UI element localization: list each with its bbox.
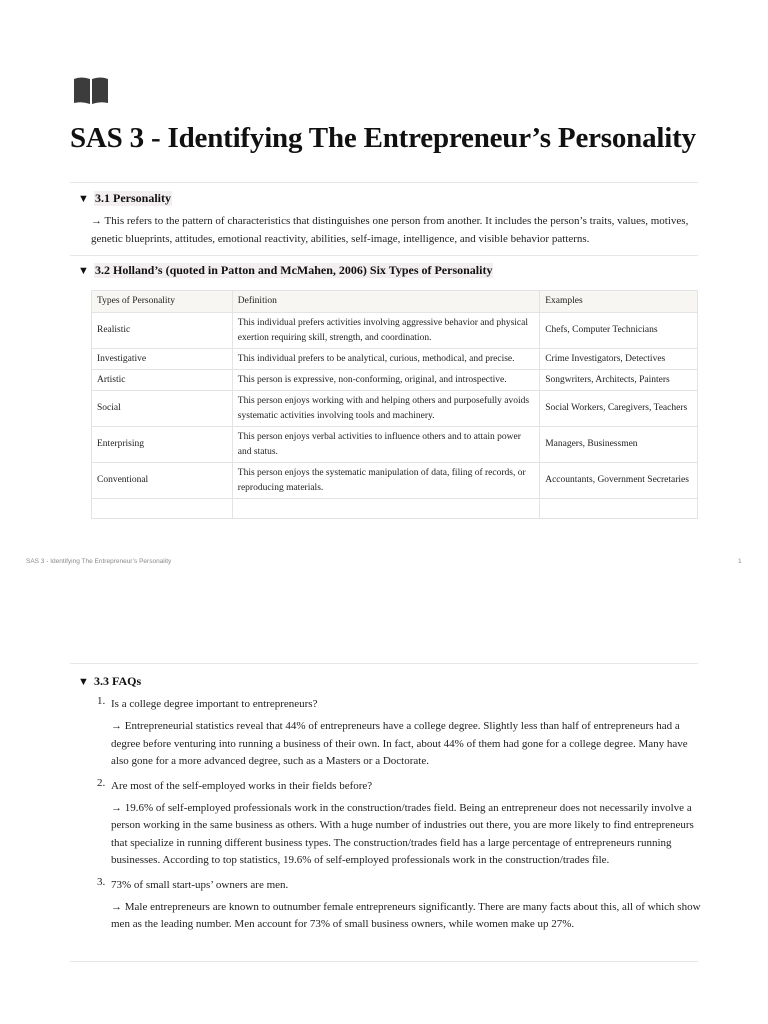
examples-cell: Managers, Businessmen — [540, 427, 698, 463]
examples-cell: Songwriters, Architects, Painters — [540, 370, 698, 391]
item-number: 3. — [97, 875, 106, 888]
divider — [70, 255, 698, 256]
examples-cell: Accountants, Government Secretaries — [540, 463, 698, 499]
faq-question: 73% of small start-ups’ owners are men. — [111, 878, 289, 891]
table-row — [92, 349, 698, 370]
item-number: 2. — [97, 776, 106, 789]
table-row — [92, 427, 698, 463]
table-row — [92, 463, 698, 499]
type-cell: Investigative — [92, 349, 233, 370]
toggle-triangle-icon[interactable]: ▼ — [78, 264, 89, 277]
faq-question: Are most of the self-employed works in their fields before? — [111, 779, 373, 792]
divider — [70, 663, 698, 664]
item-number: 1. — [97, 695, 106, 707]
toggle-triangle-icon[interactable]: ▼ — [78, 675, 89, 688]
type-cell — [92, 499, 233, 519]
type-cell: Artistic — [92, 370, 233, 391]
faq-answer: → 19.6% of self-employed professionals work in the construction/trades field. Being an entrepreneur does not necessarily involve a person working in the same business as others. With a huge number of industries out there, you are more likely to find entrepreneurs that specialize in running different business types. The construction/trades field has a large percentage of entrepreneurs running businesses. According to top statistics, 19.6% of self-employed professionals work in the construction/trades file. — [111, 801, 694, 866]
list-item — [91, 777, 701, 870]
definition-cell: This individual prefers activities involving aggressive behavior and physical exertion requiring skill, strength, and coordination. — [232, 313, 539, 349]
definition-cell — [232, 499, 539, 519]
personality-definition: → This refers to the pattern of characteristics that distinguishes one person from another. It includes the person’s traits, values, motives, genetic blueprints, attitudes, emotional reactivity, abilities, self-image, intelligence, and visible behavior patterns. — [91, 215, 689, 245]
examples-cell — [540, 499, 698, 519]
type-cell: Enterprising — [92, 427, 233, 463]
list-item — [91, 695, 701, 771]
definition-cell: This person enjoys working with and helping others and purposefully avoids systematic activities involving tools and machinery. — [232, 391, 539, 427]
column-header: Definition — [232, 291, 539, 313]
faq-answer: → Male entrepreneurs are known to outnumber female entrepreneurs significantly. There are many facts about this, all of which show men as the leading number. Men account for 73% of small business owners, while women make up 27%. — [111, 900, 701, 930]
definition-cell: This individual prefers to be analytical, curious, methodical, and precise. — [232, 349, 539, 370]
divider — [70, 961, 698, 962]
definition-cell: This person is expressive, non-conforming, original, and introspective. — [232, 370, 539, 391]
toggle-triangle-icon[interactable]: ▼ — [78, 192, 89, 205]
type-cell: Conventional — [92, 463, 233, 499]
type-cell: Realistic — [92, 313, 233, 349]
page-number: 1 — [738, 558, 742, 565]
page-title: SAS 3 - Identifying The Entrepreneur’s Personality — [70, 122, 696, 154]
toggle-personality[interactable] — [78, 191, 172, 206]
examples-cell: Crime Investigators, Detectives — [540, 349, 698, 370]
examples-cell: Social Workers, Caregivers, Teachers — [540, 391, 698, 427]
faq-answer: → Entrepreneurial statistics reveal that 44% of entrepreneurs have a college degree. Slightly less than half of entrepreneurs had a degree before venturing into running a business of their own. In fact, about 44% of them had gone for a college degree. Many have also gone for a more advanced degree, such as a Masters or a Doctorate. — [111, 720, 688, 767]
personality-types-table — [91, 290, 698, 519]
table-row — [92, 313, 698, 349]
column-header: Types of Personality — [92, 291, 233, 313]
section-heading: 3.1 Personality — [95, 191, 171, 205]
column-header: Examples — [540, 291, 698, 313]
list-item — [91, 876, 701, 934]
examples-cell: Chefs, Computer Technicians — [540, 313, 698, 349]
open-book-icon — [72, 76, 110, 106]
definition-cell: This person enjoys the systematic manipulation of data, filing of records, or reproducing materials. — [232, 463, 539, 499]
page-footer-title: SAS 3 - Identifying The Entrepreneur’s Personality — [26, 558, 172, 565]
faq-list — [91, 695, 701, 940]
type-cell: Social — [92, 391, 233, 427]
table-header-row — [92, 291, 698, 313]
section-heading: 3.2 Holland’s (quoted in Patton and McMahen, 2006) Six Types of Personality — [95, 263, 493, 277]
table-row-empty — [92, 499, 698, 519]
faq-question: Is a college degree important to entrepreneurs? — [111, 698, 318, 710]
table-row — [92, 370, 698, 391]
table-row — [92, 391, 698, 427]
divider — [70, 182, 698, 183]
toggle-holland-types[interactable] — [78, 263, 493, 278]
section-heading: 3.3 FAQs — [94, 674, 142, 688]
definition-cell: This person enjoys verbal activities to influence others and to attain power and status. — [232, 427, 539, 463]
toggle-faqs[interactable] — [78, 674, 141, 689]
